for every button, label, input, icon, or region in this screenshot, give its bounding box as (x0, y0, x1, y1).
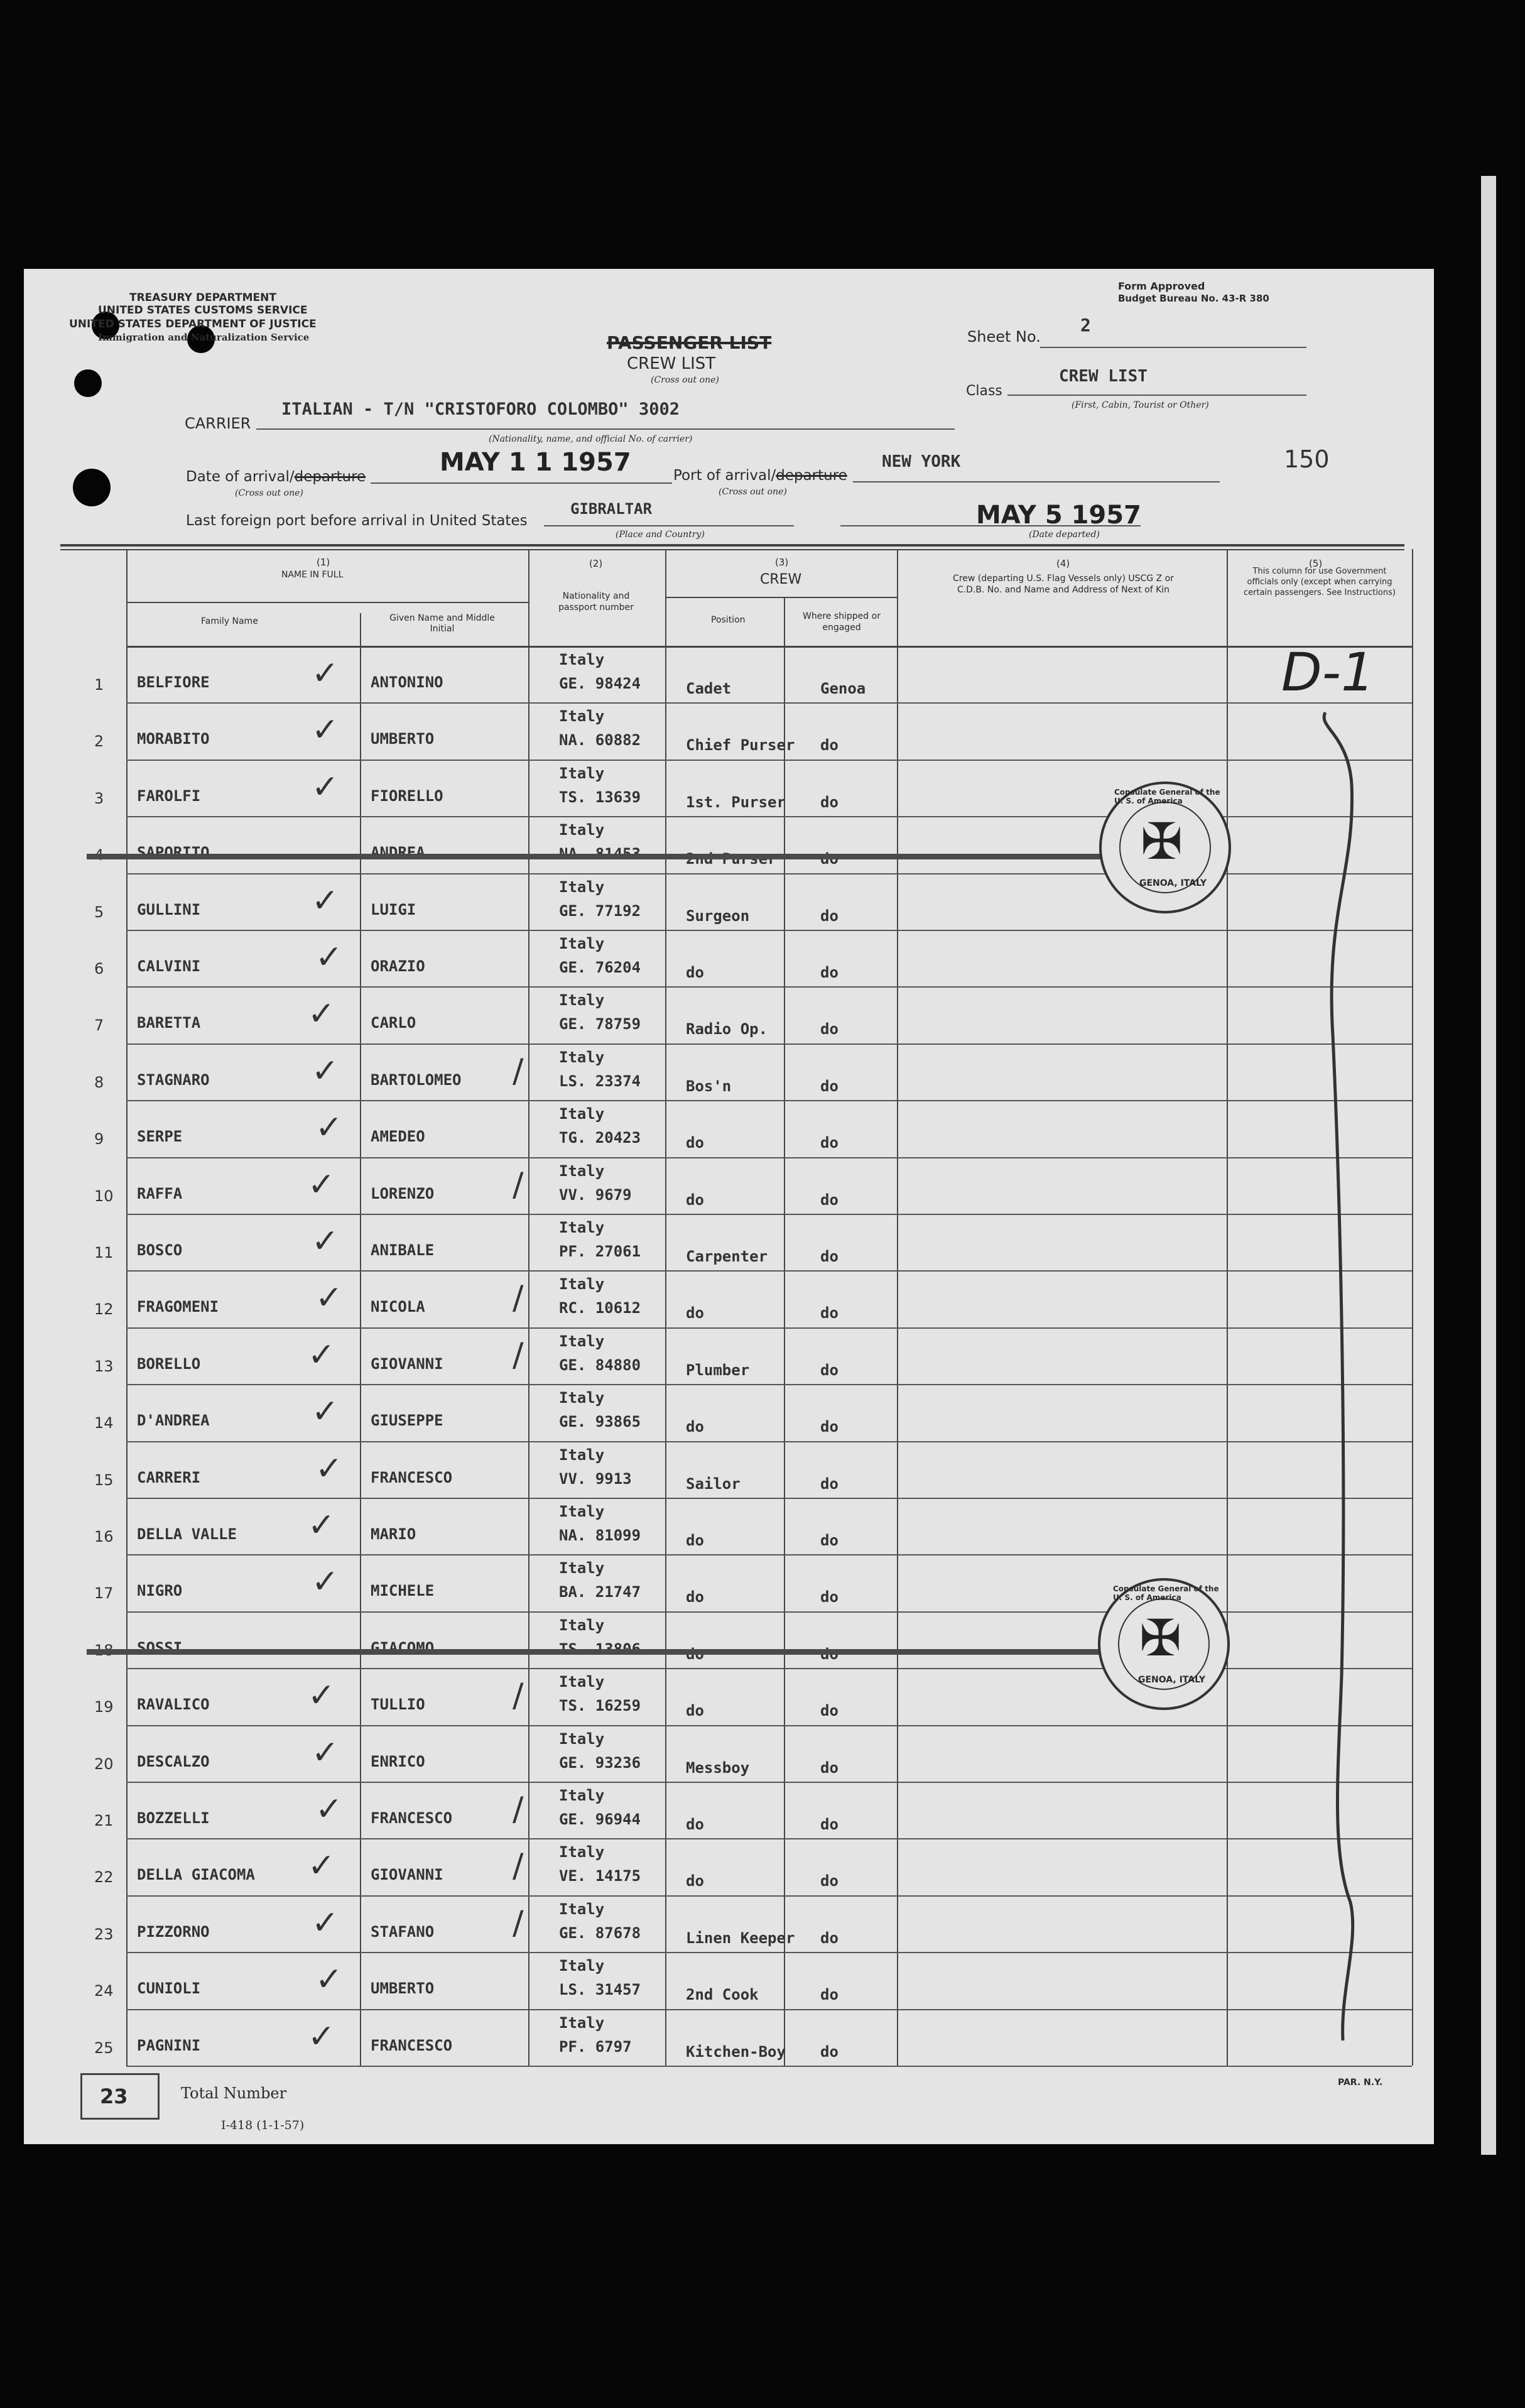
row-rule (126, 1100, 1412, 1101)
row-passport: RC. 10612 (559, 1299, 641, 1317)
row-passport: GE. 78759 (559, 1015, 641, 1033)
row-given-name: ANDREA (371, 844, 425, 861)
row-passport: PF. 27061 (559, 1243, 641, 1260)
col1-family-header: Family Name (201, 616, 258, 626)
row-position: Messboy (686, 1759, 750, 1777)
row-position: do (686, 1532, 704, 1549)
row-number: 4 (94, 846, 104, 864)
col3-position-header: Position (711, 615, 746, 625)
check-mark-icon: / (513, 1166, 524, 1204)
col1-number: (1) (317, 557, 330, 568)
check-mark-icon: ✓ (312, 882, 339, 920)
row-position: do (686, 1645, 704, 1663)
class-value: CREW LIST (1059, 367, 1148, 386)
row-where-engaged: do (820, 1759, 838, 1777)
row-position: do (686, 1191, 704, 1209)
row-number: 1 (94, 676, 104, 694)
col5-number: (5) (1309, 558, 1323, 569)
col3-title: CREW (760, 572, 802, 587)
punch-hole-3 (74, 369, 102, 397)
row-rule (126, 1838, 1412, 1839)
row-position: Carpenter (686, 1248, 768, 1265)
check-mark-icon: ✓ (312, 711, 339, 749)
row-family-name: FAROLFI (137, 787, 201, 805)
carrier-value: ITALIAN - T/N "CRISTOFORO COLOMBO" 3002 (281, 400, 680, 419)
check-mark-icon: ✓ (312, 768, 339, 806)
row-passport: GE. 96944 (559, 1811, 641, 1828)
row-passport: BA. 21747 (559, 1583, 641, 1601)
port-label (673, 469, 847, 483)
row-number: 16 (94, 1528, 114, 1545)
row-nationality: Italy (559, 1843, 605, 1861)
row-family-name: BELFIORE (137, 673, 210, 691)
row-given-name: FRANCESCO (371, 2037, 453, 2054)
row-family-name: NIGRO (137, 1582, 183, 1599)
row-given-name: GIACOMO (371, 1639, 435, 1657)
check-mark-icon: / (513, 1279, 524, 1317)
row-nationality: Italy (559, 821, 605, 839)
check-mark-icon: ✓ (315, 1279, 343, 1317)
row-rule (126, 2066, 1412, 2067)
row-where-engaged: do (820, 1475, 838, 1493)
check-mark-icon: ✓ (312, 1734, 339, 1772)
check-mark-icon: ✓ (315, 939, 343, 976)
row-rule (126, 1270, 1412, 1272)
row-family-name: CUNIOLI (137, 1980, 201, 1997)
strike-through-line (87, 854, 1167, 859)
check-mark-icon: ✓ (315, 1450, 343, 1488)
row-passport: LS. 23374 (559, 1072, 641, 1090)
port-cross-out-hint: (Cross out one) (719, 487, 787, 497)
arrival-label (186, 470, 366, 484)
stamp-1-city: GENOA, ITALY (1139, 878, 1207, 888)
consulate-stamp-1 (1099, 782, 1231, 913)
row-nationality: Italy (559, 2014, 605, 2032)
row-passport: PF. 6797 (559, 2038, 632, 2056)
check-mark-icon: / (513, 1790, 524, 1828)
row-nationality: Italy (559, 1559, 605, 1577)
row-position: 2nd Purser (686, 850, 777, 868)
row-number: 24 (94, 1982, 114, 2000)
row-where-engaged: do (820, 1361, 838, 1379)
row-passport: GE. 76204 (559, 959, 641, 976)
background-paper-strip (1481, 176, 1496, 2155)
row-given-name: GIUSEPPE (371, 1412, 443, 1429)
row-number: 6 (94, 960, 104, 978)
row-number: 10 (94, 1187, 114, 1205)
row-rule (126, 1214, 1412, 1215)
row-where-engaged: do (820, 1418, 838, 1436)
row-rule (126, 1725, 1412, 1726)
row-passport: GE. 87678 (559, 1924, 641, 1942)
check-mark-icon: ✓ (315, 1109, 343, 1147)
handwritten-annotation: D-1 (1281, 641, 1375, 703)
row-rule (126, 1384, 1412, 1385)
arrival-date-value: MAY 1 1 1957 (440, 448, 631, 477)
class-label: Class (966, 383, 1002, 399)
check-mark-icon: ✓ (312, 1052, 339, 1090)
form-approved: Form Approved (1118, 280, 1205, 292)
col4-number: (4) (1056, 558, 1070, 569)
row-rule (126, 1498, 1412, 1499)
arrival-label-departure: departure (294, 469, 366, 485)
row-nationality: Italy (559, 651, 605, 668)
row-where-engaged: do (820, 793, 838, 811)
row-rule (126, 2009, 1412, 2010)
check-mark-icon: ✓ (308, 1506, 335, 1544)
title-crew-list: CREW LIST (627, 354, 716, 373)
row-passport: GE. 84880 (559, 1356, 641, 1374)
row-given-name: MARIO (371, 1525, 416, 1543)
row-position: do (686, 1588, 704, 1606)
departed-hint: (Date departed) (1029, 530, 1100, 540)
check-mark-icon: / (513, 1052, 524, 1090)
row-number: 7 (94, 1016, 104, 1034)
sheet-no-value: 2 (1080, 315, 1091, 335)
row-position: Linen Keeper (686, 1929, 795, 1947)
row-where-engaged: do (820, 1702, 838, 1719)
row-where-engaged: do (820, 2043, 838, 2061)
row-nationality: Italy (559, 1219, 605, 1236)
row-passport: GE. 77192 (559, 902, 641, 920)
row-where-engaged: do (820, 1645, 838, 1663)
row-family-name: DESCALZO (137, 1753, 210, 1770)
row-number: 18 (94, 1642, 114, 1659)
carrier-label: CARRIER (185, 415, 251, 432)
row-given-name: UMBERTO (371, 730, 435, 748)
row-nationality: Italy (559, 765, 605, 782)
row-nationality: Italy (559, 1162, 605, 1180)
row-where-engaged: do (820, 1986, 838, 2003)
row-number: 21 (94, 1812, 114, 1829)
row-rule (126, 1952, 1412, 1953)
row-position: do (686, 1134, 704, 1152)
col2-title: Nationality and passport number (558, 591, 634, 613)
row-family-name: SOSSI (137, 1639, 183, 1657)
row-family-name: BOSCO (137, 1241, 183, 1259)
row-position: do (686, 1702, 704, 1719)
row-given-name: FRANCESCO (371, 1809, 453, 1827)
row-number: 3 (94, 790, 104, 807)
check-mark-icon: ✓ (308, 1847, 335, 1885)
row-family-name: DELLA VALLE (137, 1525, 237, 1543)
col3-number: (3) (775, 557, 789, 568)
row-where-engaged: do (820, 1191, 838, 1209)
row-where-engaged: do (820, 1872, 838, 1890)
row-nationality: Italy (559, 1957, 605, 1975)
total-number-box (80, 2073, 160, 2120)
check-mark-icon: ✓ (308, 2018, 335, 2056)
row-position: do (686, 1304, 704, 1322)
row-given-name: STAFANO (371, 1923, 435, 1941)
row-rule (126, 702, 1412, 704)
row-given-name: LORENZO (371, 1185, 435, 1202)
row-passport: TS. 16259 (559, 1697, 641, 1714)
row-position: do (686, 1418, 704, 1436)
check-mark-icon: ✓ (312, 1904, 339, 1942)
check-mark-icon: ✓ (312, 1393, 339, 1430)
last-port-value: GIBRALTAR (570, 500, 653, 518)
row-number: 13 (94, 1358, 114, 1375)
row-nationality: Italy (559, 1105, 605, 1123)
row-position: Chief Purser (686, 736, 795, 754)
col1-title: NAME IN FULL (281, 570, 344, 580)
carrier-hint: (Nationality, name, and official No. of carrier) (489, 434, 693, 444)
row-given-name: FIORELLO (371, 787, 443, 805)
form-number: I-418 (1-1-57) (221, 2118, 305, 2132)
row-nationality: Italy (559, 1049, 605, 1066)
row-given-name: TULLIO (371, 1696, 425, 1713)
col1-given-header: Given Name and Middle Initial (389, 613, 495, 634)
page-number: 150 (1284, 445, 1330, 473)
row-passport: TG. 20423 (559, 1129, 641, 1147)
dept-customs: UNITED STATES CUSTOMS SERVICE (98, 304, 308, 317)
crew-list-sheet (24, 269, 1434, 2144)
row-number: 15 (94, 1471, 114, 1489)
budget-bureau: Budget Bureau No. 43-R 380 (1118, 293, 1269, 304)
row-passport: TS. 13806 (559, 1640, 641, 1658)
row-family-name: PAGNINI (137, 2037, 201, 2054)
row-given-name: AMEDEO (371, 1128, 425, 1145)
check-mark-icon: ✓ (312, 1223, 339, 1260)
row-number: 23 (94, 1926, 114, 1943)
row-number: 5 (94, 903, 104, 921)
row-family-name: PIZZORNO (137, 1923, 210, 1941)
row-nationality: Italy (559, 1616, 605, 1634)
row-family-name: DELLA GIACOMA (137, 1866, 255, 1883)
row-number: 22 (94, 1868, 114, 1886)
check-mark-icon: ✓ (308, 1677, 335, 1714)
row-nationality: Italy (559, 991, 605, 1009)
row-given-name: GIOVANNI (371, 1866, 443, 1883)
row-given-name: MICHELE (371, 1582, 435, 1599)
row-rule (126, 1782, 1412, 1783)
check-mark-icon: ✓ (315, 1961, 343, 1998)
dept-treasury: TREASURY DEPARTMENT (129, 291, 276, 304)
check-mark-icon: ✓ (308, 1166, 335, 1204)
col3-where-header: Where shipped or engaged (803, 611, 881, 633)
row-nationality: Italy (559, 1730, 605, 1748)
row-given-name: GIOVANNI (371, 1355, 443, 1373)
row-given-name: ANTONINO (371, 673, 443, 691)
row-position: Radio Op. (686, 1020, 768, 1038)
row-family-name: BOZZELLI (137, 1809, 210, 1827)
total-number-value: 23 (100, 2084, 128, 2108)
row-nationality: Italy (559, 935, 605, 952)
row-passport: LS. 31457 (559, 1981, 641, 1998)
row-where-engaged: do (820, 964, 838, 981)
row-nationality: Italy (559, 1389, 605, 1407)
row-family-name: RAVALICO (137, 1696, 210, 1713)
row-number: 19 (94, 1698, 114, 1716)
row-family-name: MORABITO (137, 730, 210, 748)
row-where-engaged: do (820, 1588, 838, 1606)
row-rule (126, 760, 1412, 761)
check-mark-icon: ✓ (312, 1563, 339, 1601)
row-given-name: LUIGI (371, 901, 416, 918)
eagle-seal-icon: ✠ (1139, 1609, 1182, 1667)
row-where-engaged: do (820, 1077, 838, 1095)
row-number: 12 (94, 1300, 114, 1318)
row-rule (126, 1554, 1412, 1555)
row-number: 14 (94, 1414, 114, 1432)
eagle-seal-icon: ✠ (1141, 812, 1183, 871)
row-number: 20 (94, 1755, 114, 1773)
row-given-name: CARLO (371, 1014, 416, 1032)
check-mark-icon: ✓ (308, 995, 335, 1033)
row-family-name: RAFFA (137, 1185, 183, 1202)
row-position: Surgeon (686, 907, 750, 925)
row-position: do (686, 1816, 704, 1833)
row-passport: TS. 13639 (559, 788, 641, 806)
row-passport: GE. 98424 (559, 675, 641, 692)
row-position: Bos'n (686, 1077, 732, 1095)
row-position: Kitchen-Boy (686, 2043, 786, 2061)
dept-immigration: Immigration and Naturalization Service (98, 332, 310, 343)
row-nationality: Italy (559, 1900, 605, 1918)
row-position: do (686, 1872, 704, 1890)
stamp-2-text: Consulate General of the U. S. of America (1113, 1584, 1219, 1602)
arrival-label-arrival: Date of arrival/ (186, 469, 295, 485)
row-given-name: UMBERTO (371, 1980, 435, 1997)
row-where-engaged: do (820, 1304, 838, 1322)
row-nationality: Italy (559, 1275, 605, 1293)
row-family-name: SAPORITO (137, 844, 210, 861)
check-mark-icon: ✓ (312, 655, 339, 692)
row-where-engaged: do (820, 1248, 838, 1265)
row-passport: GE. 93236 (559, 1754, 641, 1772)
dept-justice: UNITED STATES DEPARTMENT OF JUSTICE (69, 318, 317, 330)
row-passport: GE. 93865 (559, 1413, 641, 1430)
strike-through-line (87, 1649, 1167, 1655)
row-position: Cadet (686, 680, 732, 697)
row-where-engaged: do (820, 1816, 838, 1833)
check-mark-icon: ✓ (315, 1790, 343, 1828)
row-nationality: Italy (559, 1673, 605, 1691)
row-passport: NA. 60882 (559, 731, 641, 749)
row-position: 2nd Cook (686, 1986, 759, 2003)
row-where-engaged: do (820, 1134, 838, 1152)
row-rule (126, 1157, 1412, 1158)
row-given-name: BARTOLOMEO (371, 1071, 462, 1089)
check-mark-icon: / (513, 1336, 524, 1374)
row-position: Plumber (686, 1361, 750, 1379)
row-number: 8 (94, 1074, 104, 1091)
col4-title: Crew (departing U.S. Flag Vessels only) USCG Z or C.D.B. No. and Name and Address of Next of Kin (953, 574, 1174, 596)
row-family-name: CALVINI (137, 957, 201, 975)
title-cross-out-hint: (Cross out one) (651, 375, 719, 385)
row-rule (126, 1895, 1412, 1897)
check-mark-icon: / (513, 1904, 524, 1942)
row-family-name: FRAGOMENI (137, 1298, 219, 1316)
col5-title: This column for use Government officials only (except when carrying certain passengers. See Instructions) (1244, 567, 1396, 597)
row-family-name: GULLINI (137, 901, 201, 918)
row-number: 2 (94, 733, 104, 750)
check-mark-icon: / (513, 1847, 524, 1885)
row-rule (126, 1043, 1412, 1045)
row-number: 9 (94, 1130, 104, 1148)
row-passport: NA. 81099 (559, 1527, 641, 1544)
col2-number: (2) (589, 558, 603, 569)
row-family-name: SERPE (137, 1128, 183, 1145)
row-number: 11 (94, 1244, 114, 1261)
arrival-cross-out-hint: (Cross out one) (235, 488, 303, 498)
row-family-name: BARETTA (137, 1014, 201, 1032)
row-where-engaged: Genoa (820, 680, 866, 697)
row-given-name: ORAZIO (371, 957, 425, 975)
row-where-engaged: do (820, 1020, 838, 1038)
row-family-name: D'ANDREA (137, 1412, 210, 1429)
total-number-label: Total Number (181, 2084, 287, 2102)
row-given-name: ENRICO (371, 1753, 425, 1770)
row-family-name: STAGNARO (137, 1071, 210, 1089)
check-mark-icon: ✓ (308, 1336, 335, 1374)
row-nationality: Italy (559, 1503, 605, 1520)
departed-date-value: MAY 5 1957 (976, 501, 1141, 530)
punch-hole-4 (73, 469, 111, 506)
row-number: 25 (94, 2039, 114, 2057)
row-where-engaged: do (820, 736, 838, 754)
row-nationality: Italy (559, 1446, 605, 1464)
row-nationality: Italy (559, 1332, 605, 1350)
port-label-arrival: Port of arrival/ (673, 467, 776, 484)
last-port-label: Last foreign port before arrival in United States (186, 513, 528, 529)
row-rule (126, 1441, 1412, 1442)
port-label-departure: departure (776, 467, 847, 484)
row-nationality: Italy (559, 878, 605, 896)
row-rule (126, 1327, 1412, 1329)
row-family-name: BORELLO (137, 1355, 201, 1373)
consulate-stamp-2 (1098, 1578, 1230, 1710)
class-hint: (First, Cabin, Tourist or Other) (1072, 400, 1209, 410)
port-value: NEW YORK (882, 452, 961, 471)
row-where-engaged: do (820, 1532, 838, 1549)
row-nationality: Italy (559, 707, 605, 725)
row-position: do (686, 964, 704, 981)
title-passenger-list: PASSENGER LIST (607, 332, 772, 353)
row-given-name: NICOLA (371, 1298, 425, 1316)
row-passport: VE. 14175 (559, 1867, 641, 1885)
check-mark-icon: / (513, 1677, 524, 1714)
row-rule (126, 986, 1412, 988)
place-hint: (Place and Country) (616, 530, 705, 540)
row-number: 17 (94, 1584, 114, 1602)
row-where-engaged: do (820, 850, 838, 868)
row-position: Sailor (686, 1475, 741, 1493)
row-rule (126, 930, 1412, 931)
row-nationality: Italy (559, 1787, 605, 1804)
row-passport: VV. 9679 (559, 1186, 632, 1204)
row-family-name: CARRERI (137, 1469, 201, 1486)
stamp-1-text: Consulate General of the U. S. of America (1114, 788, 1220, 805)
row-given-name: FRANCESCO (371, 1469, 453, 1486)
row-position: 1st. Purser (686, 793, 786, 811)
handwritten-bracket-line (1286, 709, 1374, 2078)
printer-mark: PAR. N.Y. (1338, 2078, 1383, 2088)
row-where-engaged: do (820, 907, 838, 925)
row-passport: NA. 81453 (559, 845, 641, 863)
stamp-2-city: GENOA, ITALY (1138, 1675, 1205, 1685)
row-passport: VV. 9913 (559, 1470, 632, 1488)
row-given-name: ANIBALE (371, 1241, 435, 1259)
sheet-no-label: Sheet No. (967, 328, 1041, 346)
row-where-engaged: do (820, 1929, 838, 1947)
